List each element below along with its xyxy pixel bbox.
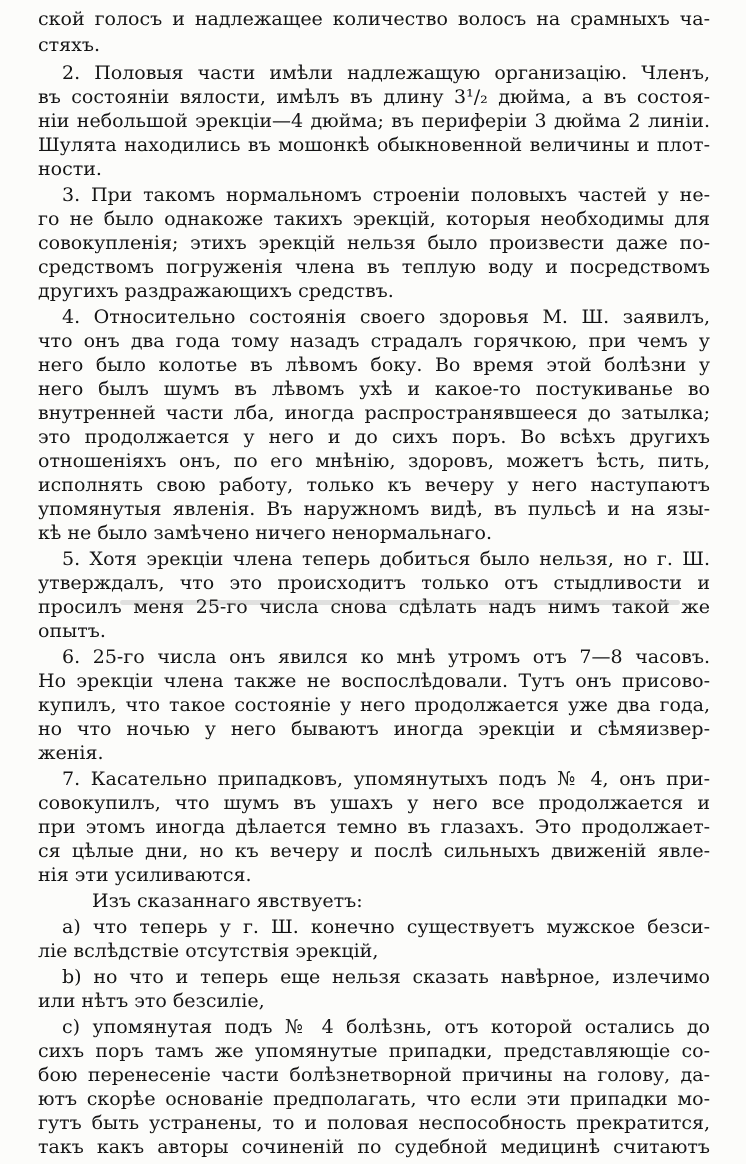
text-line: 4. Относительно состоянія своего здоровья М. Ш. заявилъ, [62, 306, 710, 328]
text-line: стяхъ. [38, 34, 100, 56]
text-line: утверждалъ, что это происходитъ только отъ стыдливости и [38, 572, 710, 594]
text-line: внутренней части лба, иногда распространявшееся до затылка; [38, 402, 710, 424]
text-line: упомянутыя явленія. Въ наружномъ видѣ, въ пульсѣ и на язы- [38, 498, 710, 520]
text-line: 2. Половыя части имѣли надлежащую организацію. Членъ, [62, 62, 710, 84]
text-line: ніи небольшой эрекціи—4 дюйма; въ периферіи 3 дюйма 2 линіи. [38, 110, 710, 132]
text-line: 3. При такомъ нормальномъ строеніи половыхъ частей у не- [62, 184, 710, 206]
text-line: въ состояніи вялости, имѣлъ въ длину 3¹/₂ дюйма, а въ состоя- [38, 86, 710, 108]
text-line: ности. [38, 158, 102, 180]
text-line: a) что теперь у г. Ш. конечно существуетъ мужское безси- [62, 916, 710, 938]
text-line: нія эти усиливаются. [38, 864, 252, 886]
text-line: купилъ, что такое состояніе у него продолжается уже два года, [38, 694, 710, 716]
text-line: сихъ поръ тамъ же упомянутые припадки, представляющіе со- [38, 1040, 710, 1062]
text-line: отношеніяхъ онъ, по его мнѣнію, здоровъ, можетъ ѣсть, пить, [38, 450, 710, 472]
text-line: при этомъ иногда дѣлается темно въ глазахъ. Это продолжает- [38, 816, 710, 838]
text-line: бою перенесеніе части болѣзнетворной причины на голову, да- [38, 1064, 710, 1086]
text-line: Шулята находились въ мошонкѣ обыкновенной величины и плот- [38, 134, 710, 156]
text-line: него было колотье въ лѣвомъ боку. Во время этой болѣзни у [38, 354, 710, 376]
text-line: или нѣтъ это безсиліе, [38, 990, 265, 1012]
text-line: него былъ шумъ въ лѣвомъ ухѣ и какое-то постукиванье во [38, 378, 710, 400]
text-line: 7. Касательно припадковъ, упомянутыхъ подъ № 4, онъ при- [62, 768, 710, 790]
print-smudge [120, 600, 680, 605]
text-line: 6. 25-го числа онъ явился ко мнѣ утромъ отъ 7—8 часовъ. [62, 646, 710, 668]
text-line: кѣ не было замѣчено ничего ненормальнаго. [38, 522, 492, 544]
text-line: другихъ раздражающихъ средствъ. [38, 280, 394, 302]
text-line: 5. Хотя эрекціи члена теперь добиться было нельзя, но г. Ш. [62, 548, 710, 570]
text-line: ліе вслѣдствіе отсутствія эрекцій, [38, 940, 379, 962]
text-line: женія. [38, 742, 104, 764]
text-line: Но эрекціи члена также не воспослѣдовали. Тутъ онъ присово- [38, 670, 710, 692]
text-line: b) но что и теперь еще нельзя сказать навѣрное, излечимо [62, 966, 710, 988]
text-line: опытъ. [38, 620, 106, 642]
text-line: го не было однакоже такихъ эрекцій, которыя необходимы для [38, 208, 710, 230]
text-line: совокупленія; этихъ эрекцій нельзя было произвести даже по- [38, 232, 710, 254]
text-line: просилъ меня 25-го числа снова сдѣлать надъ нимъ такой же [38, 596, 710, 618]
text-line: ся цѣлые дни, но къ вечеру и послѣ сильныхъ движеній явле- [38, 840, 710, 862]
text-line: исполнять свою работу, только къ вечеру у него наступаютъ [38, 474, 710, 496]
text-line: гутъ быть устранены, то и половая неспособность прекратится, [38, 1112, 710, 1134]
text-line: ской голосъ и надлежащее количество волосъ на срамныхъ ча- [38, 8, 710, 30]
text-line: совокупилъ, что шумъ въ ушахъ у него все продолжается и [38, 792, 710, 814]
text-line: Изъ сказаннаго явствуетъ: [92, 890, 363, 912]
text-line: c) упомянутая подъ № 4 болѣзнь, отъ которой остались до [62, 1016, 710, 1038]
text-line: что онъ два года тому назадъ страдалъ горячкою, при чемъ у [38, 330, 710, 352]
text-line: ютъ скорѣе основаніе предполагать, что если эти припадки мо- [38, 1088, 710, 1110]
text-line: такъ какъ авторы сочиненій по судебной медицинѣ считаютъ [38, 1136, 710, 1158]
text-line: это продолжается у него и до сихъ поръ. Во всѣхъ другихъ [38, 426, 710, 448]
text-line: средствомъ погруженія члена въ теплую воду и посредствомъ [38, 256, 710, 278]
text-line: но что ночью у него бываютъ иногда эрекціи и сѣмяизвер- [38, 718, 710, 740]
